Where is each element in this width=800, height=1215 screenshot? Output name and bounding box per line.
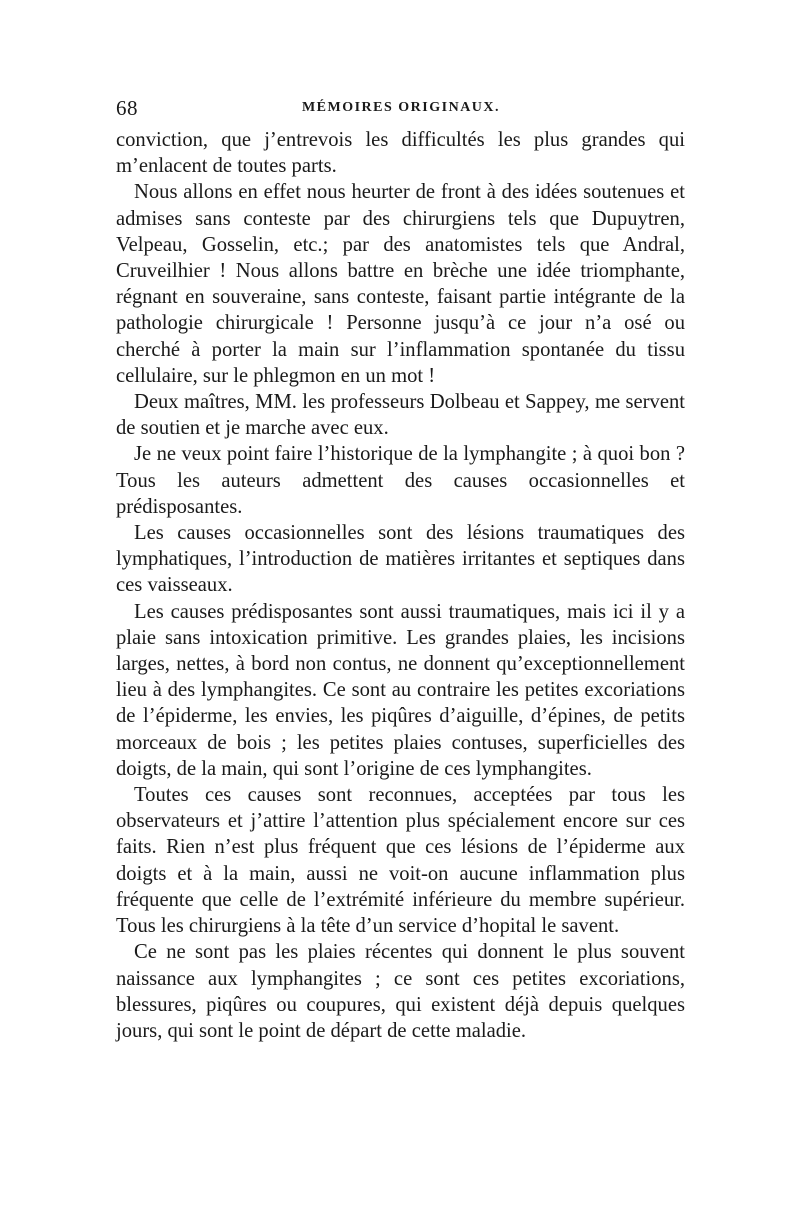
running-head: MÉMOIRES ORIGINAUX. bbox=[301, 100, 501, 115]
paragraph: Ce ne sont pas les plaies récentes qui donnent le plus souvent naissance aux lymphangites ; ce sont ces petites excoriations, blessures, piqûres ou coupures, qui existent déjà depuis quelques jours, qui sont le point de départ de cette maladie. bbox=[116, 941, 685, 1042]
page-number: 68 bbox=[116, 96, 138, 120]
paragraph-continuation: conviction, que j’entrevois les difficultés les plus grandes qui m’enlacent de toutes parts. bbox=[116, 129, 685, 178]
paragraph: Nous allons en effet nous heurter de front à des idées soutenues et admises sans conteste par des chirurgiens tels que Dupuytren, Velpeau, Gosselin, etc.; par des anatomistes tels que Andral, Cruveilhier ! Nous allons battre en brèche une idée triomphante, régnant en souveraine, sans conteste, faisant partie intégrante de la pathologie chirurgicale ! Personne jusqu’à ce jour n’a osé ou cherché à porter la main sur l’inflammation spontanée du tissu cellulaire, sur le phlegmon en un mot ! bbox=[116, 181, 685, 387]
paragraph: Deux maîtres, MM. les professeurs Dolbeau et Sappey, me servent de soutien et je marche avec eux. bbox=[116, 391, 685, 440]
paragraph: Les causes occasionnelles sont des lésions traumatiques des lymphatiques, l’introduction de matières irritantes et septiques dans ces vaisseaux. bbox=[116, 522, 685, 597]
paragraph: Je ne veux point faire l’historique de la lymphangite ; à quoi bon ? Tous les auteurs admettent des causes occasionnelles et prédisposantes. bbox=[116, 443, 685, 518]
paragraph: Toutes ces causes sont reconnues, acceptées par tous les observateurs et j’attire l’attention plus spécialement encore sur ces faits. Rien n’est plus fréquent que ces lésions de l’épiderme aux doigts et à la main, aussi ne voit-on aucune inflammation plus fréquente que celle de l’extrémité inférieure du membre supérieur. Tous les chirurgiens à la tête d’un service d’hopital le savent. bbox=[116, 784, 685, 938]
page-header bbox=[116, 96, 686, 126]
paragraph: Les causes prédisposantes sont aussi traumatiques, mais ici il y a plaie sans intoxication primitive. Les grandes plaies, les incisions larges, nettes, à bord non contus, ne donnent qu’exceptionnellement lieu à des lymphangites. Ce sont au contraire les petites excoriations de l’épiderme, les envies, les piqûres d’aiguille, d’épines, de petits morceaux de bois ; les petites plaies contuses, superficielles des doigts, de la main, qui sont l’origine de ces lymphangites. bbox=[116, 600, 685, 780]
body-text bbox=[116, 127, 685, 1044]
